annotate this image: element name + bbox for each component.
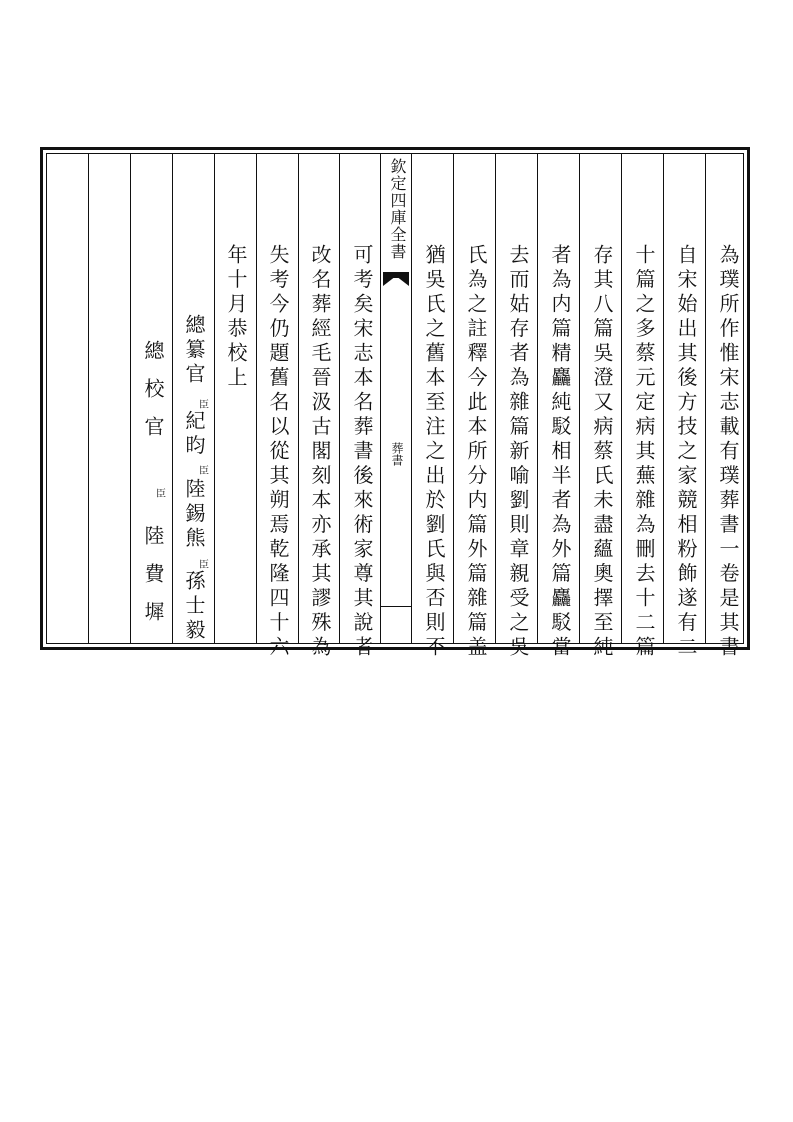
text-column: 者為内篇精麤純駁相半者為外篇麤駁當: [548, 244, 572, 661]
text-column: 自宋始出其後方技之家競相粉飾遂有二: [674, 244, 698, 661]
column-rule: [537, 154, 538, 643]
column-rule: [214, 154, 215, 643]
column-rule: [172, 154, 173, 643]
column-rule: [339, 154, 340, 643]
column-rule: [256, 154, 257, 643]
column-rule: [88, 154, 89, 643]
credit-name: 陸錫熊: [182, 478, 206, 552]
credit-title-chief-proofreader: 總校官: [141, 340, 165, 454]
column-rule: [705, 154, 706, 643]
text-column: 年十月恭校上: [224, 244, 248, 391]
credit-title-chief-compiler: 總纂官: [182, 314, 206, 388]
column-rule: [621, 154, 622, 643]
text-column: 可考矣宋志本名葬書後來術家尊其說者: [350, 244, 374, 661]
column-rule: [579, 154, 580, 643]
text-column: 猶吳氏之舊本至注之出於劉氏與否則不: [422, 244, 446, 661]
text-column: 存其八篇吳澄又病蔡氏未盡蘊奧擇至純: [590, 244, 614, 661]
fold-divider: [381, 606, 411, 607]
column-rule: [663, 154, 664, 643]
text-column: 十篇之多蔡元定病其蕪雜為刪去十二篇: [632, 244, 656, 661]
chen-mark: 臣: [156, 489, 166, 500]
text-column: 失考今仍題舊名以從其朔焉乾隆四十六: [266, 244, 290, 661]
text-column: 氏為之註釋今此本所分内篇外篇雜篇盖: [464, 244, 488, 661]
fold-rule-right: [411, 154, 412, 643]
column-rule: [495, 154, 496, 643]
text-column: 為璞所作惟宋志載有璞葬書一卷是其書: [716, 244, 740, 661]
credit-name: 陸費墀: [141, 525, 165, 639]
column-rule: [453, 154, 454, 643]
column-rule: [298, 154, 299, 643]
chen-mark: 臣: [199, 466, 209, 477]
fold-subtitle: 葬書: [390, 442, 404, 466]
text-column: 去而姑存者為雜篇新喻劉則章親受之吳: [506, 244, 530, 661]
text-column: 改名葬經毛晉汲古閣刻本亦承其謬殊為: [308, 244, 332, 661]
chen-mark: 臣: [199, 560, 209, 571]
credit-name: 紀昀: [182, 410, 206, 459]
fold-rule-left: [380, 154, 381, 643]
fold-title: 欽定四庫全書: [388, 158, 407, 260]
column-rule: [130, 154, 131, 643]
chen-mark: 臣: [199, 400, 209, 411]
fish-tail-mark: [383, 276, 409, 286]
credit-name: 孫士毅: [182, 570, 206, 644]
